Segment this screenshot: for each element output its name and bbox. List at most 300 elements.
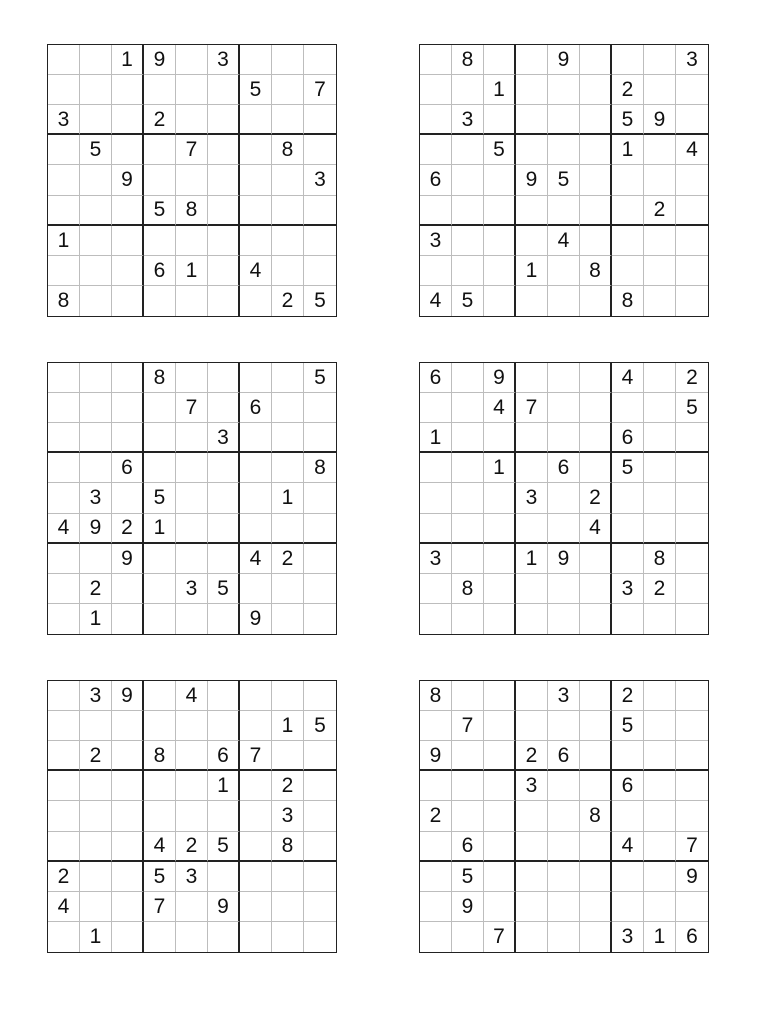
sudoku-cell[interactable]	[144, 801, 176, 831]
sudoku-cell[interactable]	[644, 681, 676, 711]
sudoku-cell[interactable]	[676, 801, 708, 831]
sudoku-cell[interactable]	[484, 45, 516, 75]
sudoku-cell[interactable]	[240, 771, 272, 801]
sudoku-cell[interactable]	[304, 604, 336, 634]
sudoku-cell[interactable]	[644, 604, 676, 634]
sudoku-cell[interactable]: 8	[176, 196, 208, 226]
sudoku-cell[interactable]	[676, 286, 708, 316]
sudoku-cell[interactable]	[144, 574, 176, 604]
sudoku-cell[interactable]: 5	[144, 483, 176, 513]
sudoku-cell[interactable]: 5	[240, 75, 272, 105]
sudoku-cell[interactable]	[676, 574, 708, 604]
sudoku-cell[interactable]	[452, 453, 484, 483]
sudoku-cell[interactable]	[144, 75, 176, 105]
sudoku-cell[interactable]: 4	[676, 135, 708, 165]
sudoku-cell[interactable]: 9	[676, 862, 708, 892]
sudoku-cell[interactable]	[208, 135, 240, 165]
sudoku-cell[interactable]	[580, 922, 612, 952]
sudoku-cell[interactable]	[176, 75, 208, 105]
sudoku-cell[interactable]	[48, 256, 80, 286]
sudoku-cell[interactable]	[644, 514, 676, 544]
sudoku-cell[interactable]	[644, 75, 676, 105]
sudoku-cell[interactable]: 5	[80, 135, 112, 165]
sudoku-cell[interactable]	[272, 922, 304, 952]
sudoku-cell[interactable]	[516, 286, 548, 316]
sudoku-cell[interactable]	[580, 393, 612, 423]
sudoku-cell[interactable]	[240, 514, 272, 544]
sudoku-cell[interactable]	[304, 135, 336, 165]
sudoku-cell[interactable]	[304, 892, 336, 922]
sudoku-cell[interactable]: 6	[144, 256, 176, 286]
sudoku-cell[interactable]	[80, 544, 112, 574]
sudoku-cell[interactable]: 8	[304, 453, 336, 483]
sudoku-cell[interactable]	[208, 801, 240, 831]
sudoku-cell[interactable]	[420, 256, 452, 286]
sudoku-cell[interactable]	[240, 922, 272, 952]
sudoku-cell[interactable]	[144, 681, 176, 711]
sudoku-cell[interactable]	[304, 681, 336, 711]
sudoku-cell[interactable]: 5	[304, 363, 336, 393]
sudoku-cell[interactable]	[112, 771, 144, 801]
sudoku-cell[interactable]	[80, 711, 112, 741]
sudoku-cell[interactable]	[240, 892, 272, 922]
sudoku-cell[interactable]	[80, 196, 112, 226]
sudoku-cell[interactable]	[112, 105, 144, 135]
sudoku-cell[interactable]	[420, 604, 452, 634]
sudoku-cell[interactable]	[112, 801, 144, 831]
sudoku-cell[interactable]	[452, 165, 484, 195]
sudoku-cell[interactable]: 5	[144, 862, 176, 892]
sudoku-cell[interactable]	[304, 226, 336, 256]
sudoku-cell[interactable]	[580, 165, 612, 195]
sudoku-cell[interactable]	[420, 574, 452, 604]
sudoku-cell[interactable]: 2	[272, 771, 304, 801]
sudoku-cell[interactable]: 3	[548, 681, 580, 711]
sudoku-cell[interactable]: 1	[176, 256, 208, 286]
sudoku-cell[interactable]	[580, 604, 612, 634]
sudoku-cell[interactable]: 1	[208, 771, 240, 801]
sudoku-cell[interactable]: 6	[612, 771, 644, 801]
sudoku-cell[interactable]: 7	[176, 393, 208, 423]
sudoku-cell[interactable]	[420, 393, 452, 423]
sudoku-cell[interactable]	[208, 453, 240, 483]
sudoku-cell[interactable]: 8	[144, 741, 176, 771]
sudoku-cell[interactable]	[176, 165, 208, 195]
sudoku-cell[interactable]	[484, 862, 516, 892]
sudoku-cell[interactable]: 2	[676, 363, 708, 393]
sudoku-cell[interactable]	[484, 681, 516, 711]
sudoku-cell[interactable]	[452, 363, 484, 393]
sudoku-cell[interactable]: 6	[548, 741, 580, 771]
sudoku-cell[interactable]: 6	[548, 453, 580, 483]
sudoku-cell[interactable]	[452, 135, 484, 165]
sudoku-cell[interactable]	[580, 544, 612, 574]
sudoku-cell[interactable]	[676, 105, 708, 135]
sudoku-cell[interactable]	[208, 604, 240, 634]
sudoku-cell[interactable]	[580, 574, 612, 604]
sudoku-cell[interactable]: 7	[676, 832, 708, 862]
sudoku-cell[interactable]	[272, 105, 304, 135]
sudoku-cell[interactable]: 3	[304, 165, 336, 195]
sudoku-cell[interactable]	[644, 483, 676, 513]
sudoku-cell[interactable]: 2	[272, 544, 304, 574]
sudoku-cell[interactable]	[548, 363, 580, 393]
sudoku-cell[interactable]: 8	[272, 135, 304, 165]
sudoku-cell[interactable]: 7	[304, 75, 336, 105]
sudoku-cell[interactable]: 2	[612, 75, 644, 105]
sudoku-cell[interactable]	[452, 483, 484, 513]
sudoku-cell[interactable]: 9	[144, 45, 176, 75]
sudoku-cell[interactable]: 3	[80, 483, 112, 513]
sudoku-cell[interactable]	[420, 922, 452, 952]
sudoku-cell[interactable]	[676, 196, 708, 226]
sudoku-cell[interactable]	[548, 514, 580, 544]
sudoku-cell[interactable]	[208, 711, 240, 741]
sudoku-cell[interactable]: 9	[548, 544, 580, 574]
sudoku-cell[interactable]	[612, 862, 644, 892]
sudoku-cell[interactable]	[484, 196, 516, 226]
sudoku-cell[interactable]: 9	[240, 604, 272, 634]
sudoku-cell[interactable]: 4	[48, 514, 80, 544]
sudoku-cell[interactable]	[304, 423, 336, 453]
sudoku-cell[interactable]	[484, 105, 516, 135]
sudoku-cell[interactable]	[644, 363, 676, 393]
sudoku-cell[interactable]	[176, 423, 208, 453]
sudoku-cell[interactable]	[548, 286, 580, 316]
sudoku-cell[interactable]	[612, 514, 644, 544]
sudoku-cell[interactable]: 9	[644, 105, 676, 135]
sudoku-cell[interactable]	[80, 771, 112, 801]
sudoku-cell[interactable]	[176, 604, 208, 634]
sudoku-cell[interactable]	[48, 75, 80, 105]
sudoku-cell[interactable]: 4	[144, 832, 176, 862]
sudoku-cell[interactable]	[580, 363, 612, 393]
sudoku-cell[interactable]	[272, 256, 304, 286]
sudoku-cell[interactable]	[452, 196, 484, 226]
sudoku-cell[interactable]	[420, 135, 452, 165]
sudoku-cell[interactable]	[612, 892, 644, 922]
sudoku-cell[interactable]	[176, 771, 208, 801]
sudoku-cell[interactable]	[80, 45, 112, 75]
sudoku-cell[interactable]	[644, 771, 676, 801]
sudoku-cell[interactable]: 2	[644, 574, 676, 604]
sudoku-cell[interactable]	[676, 256, 708, 286]
sudoku-cell[interactable]: 4	[240, 544, 272, 574]
sudoku-cell[interactable]	[580, 45, 612, 75]
sudoku-cell[interactable]	[240, 135, 272, 165]
sudoku-cell[interactable]	[580, 226, 612, 256]
sudoku-cell[interactable]	[48, 363, 80, 393]
sudoku-cell[interactable]: 3	[48, 105, 80, 135]
sudoku-cell[interactable]	[644, 226, 676, 256]
sudoku-cell[interactable]	[644, 741, 676, 771]
sudoku-cell[interactable]	[484, 832, 516, 862]
sudoku-cell[interactable]	[208, 544, 240, 574]
sudoku-cell[interactable]	[612, 196, 644, 226]
sudoku-cell[interactable]: 3	[612, 574, 644, 604]
sudoku-cell[interactable]	[420, 711, 452, 741]
sudoku-cell[interactable]	[208, 862, 240, 892]
sudoku-cell[interactable]	[548, 423, 580, 453]
sudoku-cell[interactable]	[644, 423, 676, 453]
sudoku-cell[interactable]	[644, 453, 676, 483]
sudoku-cell[interactable]: 2	[48, 862, 80, 892]
sudoku-cell[interactable]: 8	[580, 256, 612, 286]
sudoku-cell[interactable]	[112, 256, 144, 286]
sudoku-cell[interactable]	[580, 711, 612, 741]
sudoku-cell[interactable]	[240, 196, 272, 226]
sudoku-cell[interactable]: 5	[452, 286, 484, 316]
sudoku-cell[interactable]	[580, 196, 612, 226]
sudoku-cell[interactable]	[144, 165, 176, 195]
sudoku-cell[interactable]	[612, 45, 644, 75]
sudoku-cell[interactable]	[272, 862, 304, 892]
sudoku-cell[interactable]: 9	[452, 892, 484, 922]
sudoku-cell[interactable]	[304, 771, 336, 801]
sudoku-cell[interactable]	[240, 363, 272, 393]
sudoku-cell[interactable]	[112, 604, 144, 634]
sudoku-cell[interactable]: 2	[112, 514, 144, 544]
sudoku-cell[interactable]	[144, 604, 176, 634]
sudoku-cell[interactable]	[420, 892, 452, 922]
sudoku-cell[interactable]: 5	[612, 105, 644, 135]
sudoku-cell[interactable]	[304, 514, 336, 544]
sudoku-cell[interactable]	[516, 604, 548, 634]
sudoku-cell[interactable]: 5	[304, 711, 336, 741]
sudoku-cell[interactable]	[548, 771, 580, 801]
sudoku-cell[interactable]	[272, 741, 304, 771]
sudoku-cell[interactable]	[484, 165, 516, 195]
sudoku-cell[interactable]	[80, 892, 112, 922]
sudoku-cell[interactable]	[516, 892, 548, 922]
sudoku-cell[interactable]	[612, 801, 644, 831]
sudoku-cell[interactable]	[484, 423, 516, 453]
sudoku-cell[interactable]	[420, 514, 452, 544]
sudoku-cell[interactable]	[548, 135, 580, 165]
sudoku-cell[interactable]	[272, 363, 304, 393]
sudoku-cell[interactable]	[516, 75, 548, 105]
sudoku-cell[interactable]: 6	[452, 832, 484, 862]
sudoku-cell[interactable]	[112, 363, 144, 393]
sudoku-cell[interactable]	[420, 105, 452, 135]
sudoku-cell[interactable]: 1	[516, 256, 548, 286]
sudoku-cell[interactable]	[644, 135, 676, 165]
sudoku-cell[interactable]	[176, 453, 208, 483]
sudoku-cell[interactable]	[644, 393, 676, 423]
sudoku-cell[interactable]: 1	[272, 711, 304, 741]
sudoku-cell[interactable]: 4	[612, 363, 644, 393]
sudoku-cell[interactable]	[144, 771, 176, 801]
sudoku-cell[interactable]	[676, 453, 708, 483]
sudoku-cell[interactable]: 2	[516, 741, 548, 771]
sudoku-cell[interactable]	[208, 363, 240, 393]
sudoku-cell[interactable]	[548, 393, 580, 423]
sudoku-cell[interactable]	[452, 922, 484, 952]
sudoku-cell[interactable]	[48, 544, 80, 574]
sudoku-cell[interactable]	[240, 711, 272, 741]
sudoku-cell[interactable]	[676, 771, 708, 801]
sudoku-cell[interactable]	[516, 423, 548, 453]
sudoku-cell[interactable]	[112, 574, 144, 604]
sudoku-cell[interactable]	[272, 514, 304, 544]
sudoku-cell[interactable]: 4	[484, 393, 516, 423]
sudoku-cell[interactable]: 7	[144, 892, 176, 922]
sudoku-cell[interactable]	[208, 286, 240, 316]
sudoku-cell[interactable]	[304, 862, 336, 892]
sudoku-cell[interactable]	[80, 165, 112, 195]
sudoku-cell[interactable]	[48, 574, 80, 604]
sudoku-cell[interactable]	[676, 711, 708, 741]
sudoku-cell[interactable]	[516, 711, 548, 741]
sudoku-cell[interactable]	[548, 75, 580, 105]
sudoku-cell[interactable]	[240, 574, 272, 604]
sudoku-cell[interactable]	[48, 801, 80, 831]
sudoku-cell[interactable]	[548, 711, 580, 741]
sudoku-cell[interactable]: 8	[580, 801, 612, 831]
sudoku-cell[interactable]	[144, 226, 176, 256]
sudoku-cell[interactable]	[580, 105, 612, 135]
sudoku-cell[interactable]	[612, 604, 644, 634]
sudoku-cell[interactable]	[48, 771, 80, 801]
sudoku-cell[interactable]	[484, 771, 516, 801]
sudoku-cell[interactable]	[516, 862, 548, 892]
sudoku-cell[interactable]: 5	[612, 711, 644, 741]
sudoku-cell[interactable]: 1	[112, 45, 144, 75]
sudoku-cell[interactable]	[144, 544, 176, 574]
sudoku-cell[interactable]: 3	[208, 45, 240, 75]
sudoku-cell[interactable]	[304, 256, 336, 286]
sudoku-cell[interactable]: 9	[112, 681, 144, 711]
sudoku-cell[interactable]	[580, 832, 612, 862]
sudoku-cell[interactable]: 2	[420, 801, 452, 831]
sudoku-cell[interactable]: 8	[144, 363, 176, 393]
sudoku-cell[interactable]	[516, 226, 548, 256]
sudoku-cell[interactable]	[304, 832, 336, 862]
sudoku-cell[interactable]	[208, 514, 240, 544]
sudoku-cell[interactable]: 6	[420, 363, 452, 393]
sudoku-cell[interactable]	[304, 45, 336, 75]
sudoku-cell[interactable]	[516, 453, 548, 483]
sudoku-cell[interactable]: 5	[208, 832, 240, 862]
sudoku-cell[interactable]: 2	[144, 105, 176, 135]
sudoku-cell[interactable]	[516, 196, 548, 226]
sudoku-cell[interactable]: 7	[516, 393, 548, 423]
sudoku-cell[interactable]: 8	[644, 544, 676, 574]
sudoku-cell[interactable]: 7	[176, 135, 208, 165]
sudoku-cell[interactable]	[612, 393, 644, 423]
sudoku-cell[interactable]: 1	[80, 922, 112, 952]
sudoku-cell[interactable]	[516, 105, 548, 135]
sudoku-cell[interactable]	[176, 363, 208, 393]
sudoku-cell[interactable]	[240, 165, 272, 195]
sudoku-cell[interactable]	[420, 45, 452, 75]
sudoku-cell[interactable]	[548, 892, 580, 922]
sudoku-cell[interactable]	[644, 45, 676, 75]
sudoku-cell[interactable]	[420, 771, 452, 801]
sudoku-cell[interactable]	[612, 256, 644, 286]
sudoku-cell[interactable]	[304, 544, 336, 574]
sudoku-cell[interactable]	[452, 604, 484, 634]
sudoku-cell[interactable]	[240, 862, 272, 892]
sudoku-cell[interactable]	[516, 801, 548, 831]
sudoku-cell[interactable]	[644, 862, 676, 892]
sudoku-cell[interactable]: 4	[548, 226, 580, 256]
sudoku-cell[interactable]	[80, 832, 112, 862]
sudoku-cell[interactable]: 9	[420, 741, 452, 771]
sudoku-cell[interactable]	[452, 75, 484, 105]
sudoku-cell[interactable]: 5	[208, 574, 240, 604]
sudoku-cell[interactable]	[452, 681, 484, 711]
sudoku-cell[interactable]	[272, 574, 304, 604]
sudoku-cell[interactable]	[144, 423, 176, 453]
sudoku-cell[interactable]	[516, 45, 548, 75]
sudoku-cell[interactable]: 3	[452, 105, 484, 135]
sudoku-cell[interactable]	[580, 892, 612, 922]
sudoku-cell[interactable]: 5	[314, 289, 326, 313]
sudoku-cell[interactable]: 4	[48, 892, 80, 922]
sudoku-cell[interactable]	[580, 423, 612, 453]
sudoku-cell[interactable]	[452, 393, 484, 423]
sudoku-cell[interactable]	[240, 105, 272, 135]
sudoku-cell[interactable]: 9	[112, 544, 144, 574]
sudoku-cell[interactable]	[484, 514, 516, 544]
sudoku-cell[interactable]: 3	[612, 922, 644, 952]
sudoku-cell[interactable]	[452, 256, 484, 286]
sudoku-cell[interactable]	[612, 165, 644, 195]
sudoku-cell[interactable]: 8	[612, 286, 644, 316]
sudoku-cell[interactable]	[48, 453, 80, 483]
sudoku-cell[interactable]	[176, 45, 208, 75]
sudoku-cell[interactable]: 3	[516, 483, 548, 513]
sudoku-cell[interactable]	[516, 922, 548, 952]
sudoku-cell[interactable]	[548, 105, 580, 135]
sudoku-cell[interactable]: 8	[452, 574, 484, 604]
sudoku-cell[interactable]	[48, 711, 80, 741]
sudoku-cell[interactable]	[208, 393, 240, 423]
sudoku-cell[interactable]	[272, 681, 304, 711]
sudoku-cell[interactable]	[80, 105, 112, 135]
sudoku-cell[interactable]	[420, 75, 452, 105]
sudoku-cell[interactable]	[48, 681, 80, 711]
sudoku-cell[interactable]	[452, 771, 484, 801]
sudoku-cell[interactable]	[112, 226, 144, 256]
sudoku-cell[interactable]: 2	[612, 681, 644, 711]
sudoku-cell[interactable]	[644, 801, 676, 831]
sudoku-cell[interactable]	[208, 681, 240, 711]
sudoku-cell[interactable]	[112, 832, 144, 862]
sudoku-cell[interactable]	[80, 256, 112, 286]
sudoku-cell[interactable]	[240, 423, 272, 453]
sudoku-cell[interactable]	[516, 574, 548, 604]
sudoku-cell[interactable]	[644, 165, 676, 195]
sudoku-cell[interactable]	[80, 226, 112, 256]
sudoku-cell[interactable]	[580, 771, 612, 801]
sudoku-cell[interactable]: 6	[240, 393, 272, 423]
sudoku-cell[interactable]	[272, 165, 304, 195]
sudoku-cell[interactable]	[48, 922, 80, 952]
sudoku-cell[interactable]	[176, 892, 208, 922]
sudoku-cell[interactable]	[208, 483, 240, 513]
sudoku-cell[interactable]: 4	[420, 286, 452, 316]
sudoku-cell[interactable]	[144, 135, 176, 165]
sudoku-cell[interactable]: 5	[676, 393, 708, 423]
sudoku-cell[interactable]: 8	[420, 681, 452, 711]
sudoku-cell[interactable]	[580, 75, 612, 105]
sudoku-cell[interactable]: 3	[176, 574, 208, 604]
sudoku-cell[interactable]	[176, 801, 208, 831]
sudoku-cell[interactable]: 6	[612, 423, 644, 453]
sudoku-cell[interactable]: 2	[80, 741, 112, 771]
